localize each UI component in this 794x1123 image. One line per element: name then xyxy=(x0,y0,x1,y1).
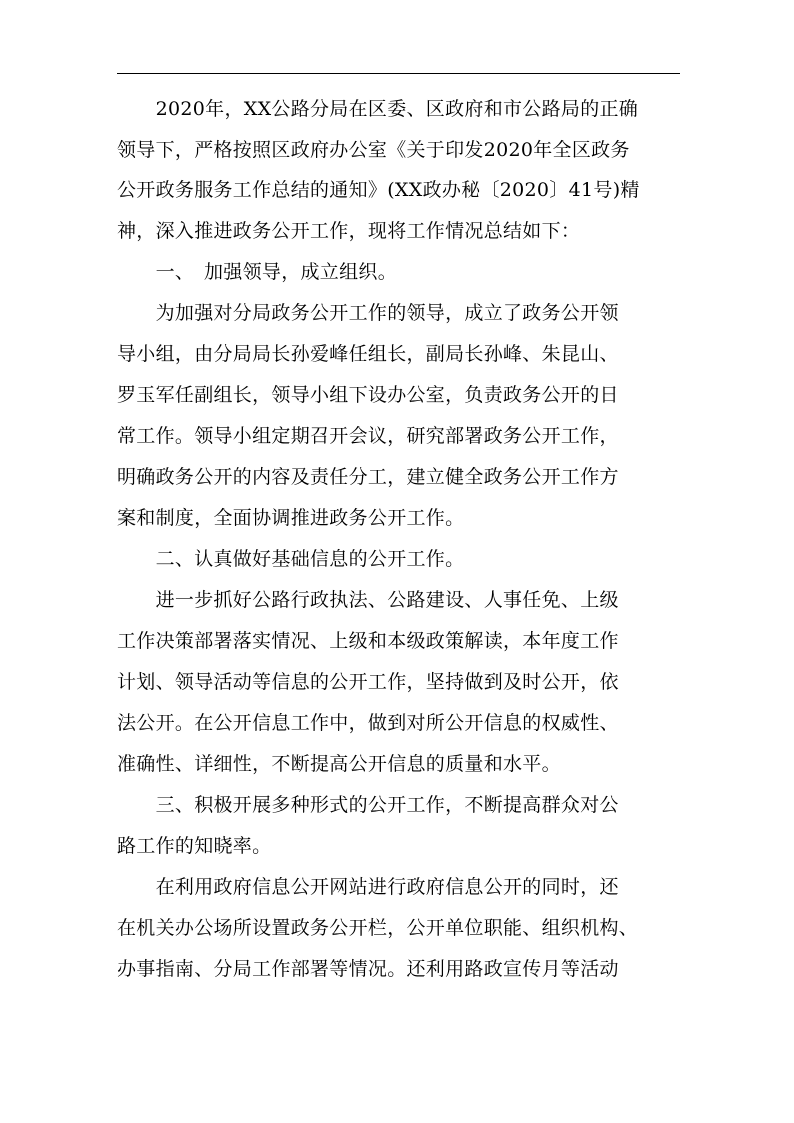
body-line: 常工作。领导小组定期召开会议，研究部署政务公开工作， xyxy=(117,425,619,447)
body-line: 进一步抓好公路行政执法、公路建设、人事任免、上级 xyxy=(117,589,619,611)
body-line: 计划、领导活动等信息的公开工作，坚持做到及时公开，依 xyxy=(117,671,619,693)
body-line: 公开政务服务工作总结的通知》(XX政办秘〔2020〕41号)精 xyxy=(117,179,640,201)
body-line: 在利用政府信息公开网站进行政府信息公开的同时，还 xyxy=(117,876,619,898)
body-line: 为加强对分局政务公开工作的领导，成立了政务公开领 xyxy=(117,302,619,324)
section-heading: 三、积极开展多种形式的公开工作，不断提高群众对公 xyxy=(117,794,619,816)
section-heading: 二、认真做好基础信息的公开工作。 xyxy=(117,548,465,570)
body-line: 案和制度，全面协调推进政务公开工作。 xyxy=(117,507,465,529)
body-line: 领导下，严格按照区政府办公室《关于印发2020年全区政务 xyxy=(117,139,630,161)
section-heading: 路工作的知晓率。 xyxy=(117,835,272,857)
body-line: 明确政务公开的内容及责任分工，建立健全政务公开工作方 xyxy=(117,466,619,488)
section-heading: 一、 加强领导，成立组织。 xyxy=(117,261,398,283)
body-line: 工作决策部署落实情况、上级和本级政策解读，本年度工作 xyxy=(117,630,619,652)
header-rule xyxy=(117,73,680,74)
body-line: 罗玉军任副组长，领导小组下设办公室，负责政务公开的日 xyxy=(117,384,619,406)
body-line: 2020年，XX公路分局在区委、区政府和市公路局的正确 xyxy=(117,98,639,120)
body-line: 在机关办公场所设置政务公开栏，公开单位职能、组织机构、 xyxy=(117,917,639,939)
body-line: 办事指南、分局工作部署等情况。还利用路政宣传月等活动 xyxy=(117,958,619,980)
body-line: 准确性、详细性，不断提高公开信息的质量和水平。 xyxy=(117,753,561,775)
body-line: 神，深入推进政务公开工作，现将工作情况总结如下： xyxy=(117,220,581,242)
body-line: 法公开。在公开信息工作中，做到对所公开信息的权威性、 xyxy=(117,712,619,734)
body-line: 导小组，由分局局长孙爱峰任组长，副局长孙峰、朱昆山、 xyxy=(117,343,619,365)
